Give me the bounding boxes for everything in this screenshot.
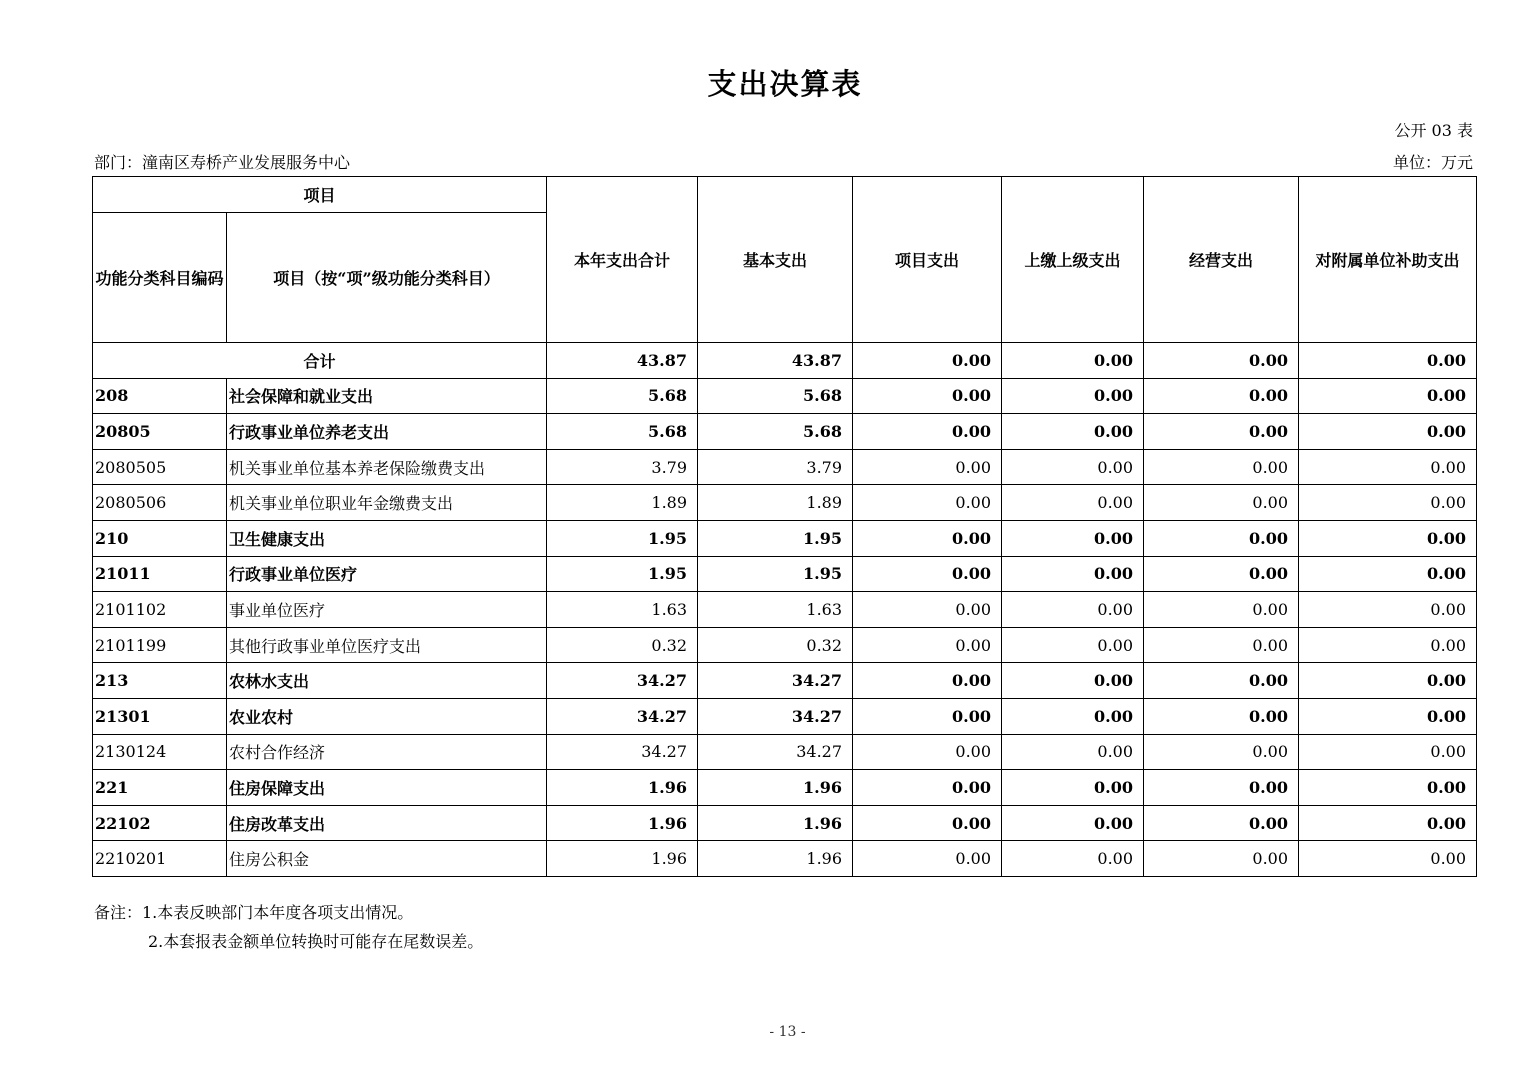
row-value: 0.00	[1144, 841, 1299, 877]
row-code: 2210201	[93, 841, 227, 877]
row-value: 0.00	[1002, 663, 1144, 699]
row-value: 0.00	[1002, 449, 1144, 485]
row-value: 0.00	[1002, 520, 1144, 556]
row-value: 34.27	[547, 663, 698, 699]
row-name: 机关事业单位基本养老保险缴费支出	[227, 449, 547, 485]
unit-label: 单位：万元	[1392, 153, 1473, 172]
row-code: 210	[93, 520, 227, 556]
row-value: 0.00	[1144, 663, 1299, 699]
row-value: 3.79	[698, 449, 853, 485]
row-value: 0.00	[1299, 556, 1477, 592]
note-line-2: 2.本套报表金额单位转换时可能存在尾数误差。	[148, 932, 484, 951]
row-value: 0.00	[853, 698, 1002, 734]
row-code: 221	[93, 770, 227, 806]
row-name: 行政事业单位养老支出	[227, 414, 547, 450]
row-value: 1.63	[547, 592, 698, 628]
total-value: 0.00	[1299, 343, 1477, 379]
row-name: 住房保障支出	[227, 770, 547, 806]
row-value: 0.00	[853, 520, 1002, 556]
row-value: 0.32	[547, 627, 698, 663]
row-name: 社会保障和就业支出	[227, 378, 547, 414]
row-name: 农业农村	[227, 698, 547, 734]
row-value: 0.00	[1144, 520, 1299, 556]
row-name: 其他行政事业单位医疗支出	[227, 627, 547, 663]
row-value: 5.68	[547, 414, 698, 450]
row-value: 1.96	[547, 841, 698, 877]
row-code: 2080506	[93, 485, 227, 521]
row-value: 1.95	[547, 520, 698, 556]
row-value: 1.95	[698, 556, 853, 592]
row-value: 0.00	[853, 805, 1002, 841]
total-row	[93, 343, 1477, 379]
row-value: 0.00	[1299, 378, 1477, 414]
table-row	[93, 734, 1477, 770]
row-code: 2101199	[93, 627, 227, 663]
row-value: 1.95	[547, 556, 698, 592]
row-value: 0.00	[853, 414, 1002, 450]
row-value: 0.00	[1299, 698, 1477, 734]
note-line-1: 备注：1.本表反映部门本年度各项支出情况。	[94, 903, 414, 922]
row-value: 0.00	[853, 841, 1002, 877]
row-value: 0.00	[1144, 770, 1299, 806]
expenditure-table	[92, 176, 1477, 877]
row-value: 0.00	[1144, 734, 1299, 770]
total-value: 0.00	[853, 343, 1002, 379]
row-value: 0.00	[1299, 770, 1477, 806]
header-business: 经营支出	[1144, 177, 1299, 343]
row-value: 34.27	[698, 698, 853, 734]
table-row	[93, 841, 1477, 877]
total-value: 0.00	[1144, 343, 1299, 379]
row-value: 1.95	[698, 520, 853, 556]
table-row	[93, 378, 1477, 414]
table-row	[93, 627, 1477, 663]
row-value: 0.00	[853, 556, 1002, 592]
row-value: 0.00	[853, 663, 1002, 699]
header-code: 功能分类科目编码	[93, 213, 227, 343]
row-value: 0.00	[1144, 485, 1299, 521]
row-value: 0.00	[853, 485, 1002, 521]
row-value: 1.96	[698, 841, 853, 877]
row-code: 2101102	[93, 592, 227, 628]
row-value: 1.89	[547, 485, 698, 521]
row-name: 农林水支出	[227, 663, 547, 699]
row-name: 事业单位医疗	[227, 592, 547, 628]
row-value: 34.27	[698, 663, 853, 699]
row-value: 0.00	[1299, 627, 1477, 663]
row-value: 0.00	[1299, 520, 1477, 556]
row-value: 0.00	[1002, 627, 1144, 663]
page-number: - 13 -	[769, 1024, 806, 1040]
row-name: 卫生健康支出	[227, 520, 547, 556]
row-value: 0.00	[1299, 805, 1477, 841]
row-value: 5.68	[547, 378, 698, 414]
row-value: 0.00	[1144, 627, 1299, 663]
row-value: 0.00	[1144, 449, 1299, 485]
header-total: 本年支出合计	[547, 177, 698, 343]
row-value: 0.00	[1299, 734, 1477, 770]
row-value: 34.27	[547, 734, 698, 770]
row-code: 22102	[93, 805, 227, 841]
row-name: 农村合作经济	[227, 734, 547, 770]
row-value: 0.00	[1002, 698, 1144, 734]
row-value: 1.89	[698, 485, 853, 521]
row-value: 0.00	[1002, 805, 1144, 841]
table-row	[93, 520, 1477, 556]
header-basic: 基本支出	[698, 177, 853, 343]
header-project: 项目支出	[853, 177, 1002, 343]
table-row	[93, 485, 1477, 521]
table-row	[93, 805, 1477, 841]
table-row	[93, 556, 1477, 592]
row-value: 0.00	[1144, 805, 1299, 841]
row-value: 34.27	[547, 698, 698, 734]
row-value: 1.96	[547, 805, 698, 841]
row-value: 0.00	[1144, 592, 1299, 628]
row-value: 0.00	[1144, 698, 1299, 734]
header-subsidiary: 对附属单位补助支出	[1299, 177, 1477, 343]
row-value: 1.96	[698, 805, 853, 841]
row-value: 0.00	[1002, 556, 1144, 592]
row-name: 住房改革支出	[227, 805, 547, 841]
row-value: 1.63	[698, 592, 853, 628]
header-item-group: 项目	[93, 177, 547, 213]
row-name: 机关事业单位职业年金缴费支出	[227, 485, 547, 521]
row-code: 213	[93, 663, 227, 699]
row-value: 0.00	[1002, 734, 1144, 770]
row-value: 0.00	[853, 449, 1002, 485]
row-value: 0.00	[853, 592, 1002, 628]
row-name: 住房公积金	[227, 841, 547, 877]
header-upper: 上缴上级支出	[1002, 177, 1144, 343]
total-value: 43.87	[698, 343, 853, 379]
row-value: 1.96	[547, 770, 698, 806]
table-row	[93, 663, 1477, 699]
row-value: 0.00	[1144, 556, 1299, 592]
row-value: 0.00	[1002, 592, 1144, 628]
row-value: 0.00	[853, 734, 1002, 770]
table-row	[93, 414, 1477, 450]
table-row	[93, 770, 1477, 806]
row-code: 2130124	[93, 734, 227, 770]
row-value: 5.68	[698, 378, 853, 414]
department-label: 部门：潼南区寿桥产业发展服务中心	[94, 153, 351, 172]
row-code: 2080505	[93, 449, 227, 485]
row-value: 34.27	[698, 734, 853, 770]
row-value: 0.00	[1299, 414, 1477, 450]
table-row	[93, 698, 1477, 734]
row-value: 0.00	[1002, 414, 1144, 450]
row-value: 1.96	[698, 770, 853, 806]
row-value: 0.00	[1144, 378, 1299, 414]
row-value: 0.00	[853, 770, 1002, 806]
row-code: 21301	[93, 698, 227, 734]
row-value: 0.00	[1144, 414, 1299, 450]
row-value: 0.00	[1002, 378, 1144, 414]
total-value: 43.87	[547, 343, 698, 379]
row-code: 21011	[93, 556, 227, 592]
row-value: 0.00	[853, 627, 1002, 663]
table-row	[93, 449, 1477, 485]
row-value: 0.00	[1299, 485, 1477, 521]
header-name: 项目（按“项”级功能分类科目）	[227, 213, 547, 343]
row-value: 0.00	[1002, 841, 1144, 877]
row-value: 0.00	[1002, 485, 1144, 521]
row-value: 0.00	[853, 378, 1002, 414]
total-value: 0.00	[1002, 343, 1144, 379]
notes	[94, 898, 483, 956]
row-value: 0.00	[1299, 449, 1477, 485]
row-code: 20805	[93, 414, 227, 450]
total-label: 合计	[93, 343, 547, 379]
row-value: 3.79	[547, 449, 698, 485]
row-value: 5.68	[698, 414, 853, 450]
row-value: 0.00	[1299, 663, 1477, 699]
form-number: 公开 03 表	[1394, 121, 1473, 140]
row-value: 0.00	[1002, 770, 1144, 806]
row-value: 0.32	[698, 627, 853, 663]
row-code: 208	[93, 378, 227, 414]
row-value: 0.00	[1299, 841, 1477, 877]
table-row	[93, 592, 1477, 628]
row-name: 行政事业单位医疗	[227, 556, 547, 592]
page-title: 支出决算表	[707, 67, 863, 101]
row-value: 0.00	[1299, 592, 1477, 628]
